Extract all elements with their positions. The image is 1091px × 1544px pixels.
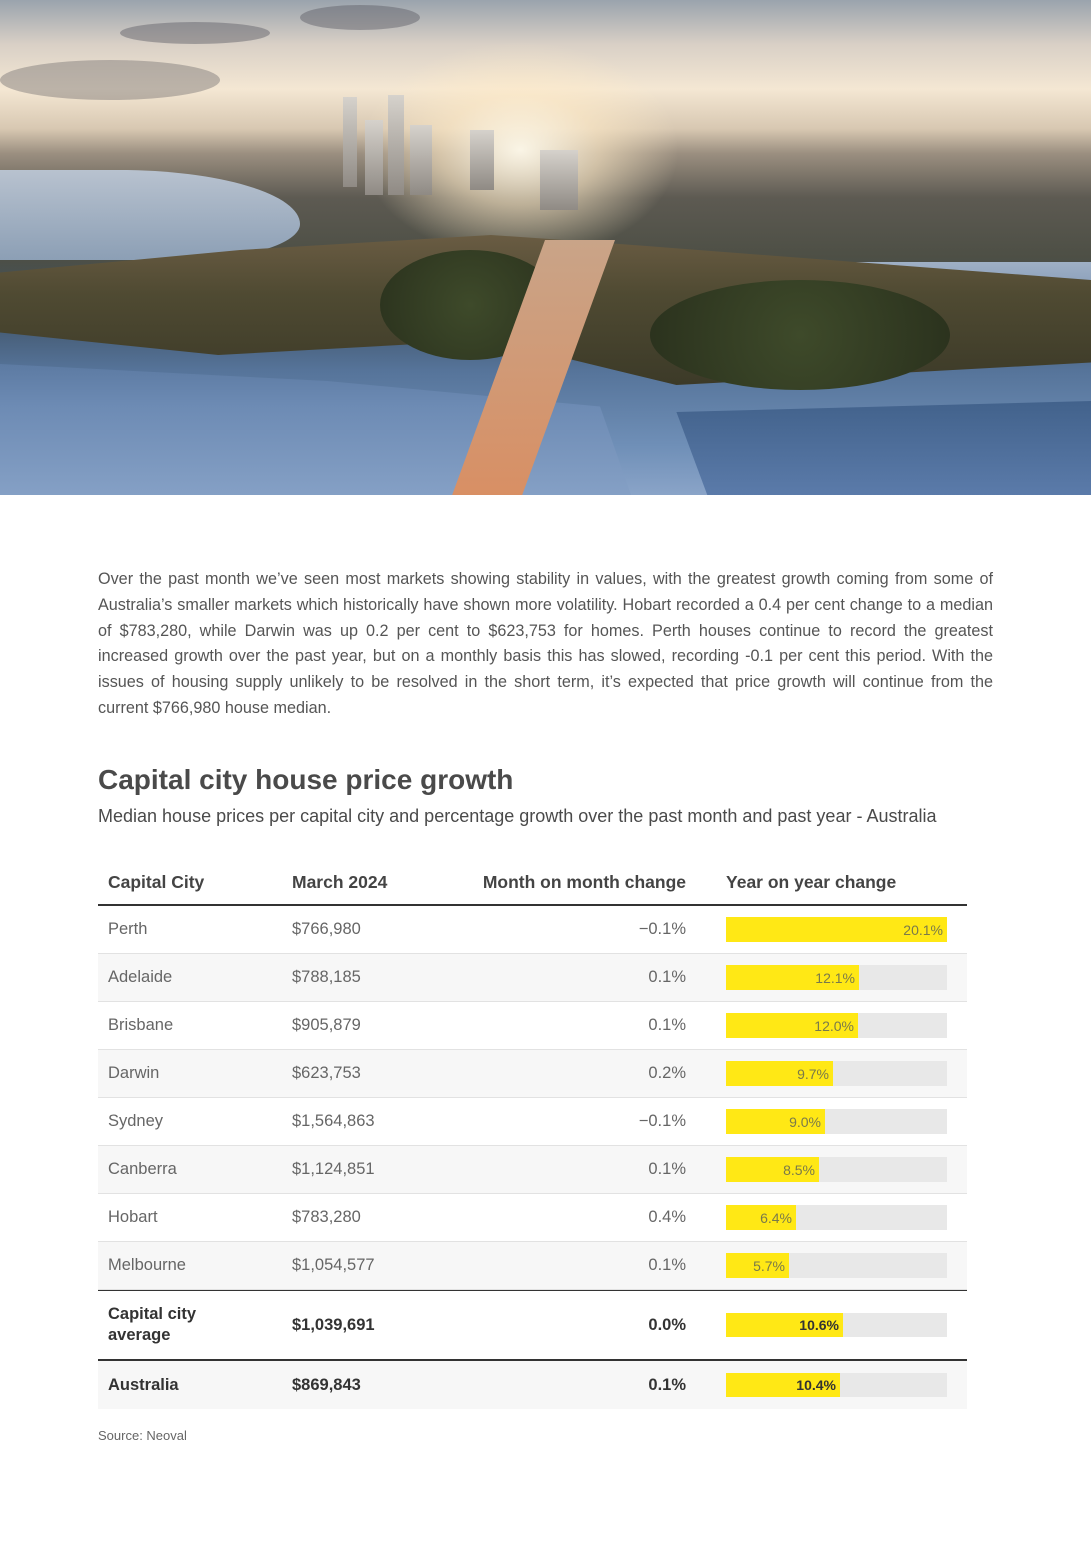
source-note: Source: Neoval — [98, 1428, 187, 1443]
median-price: $623,753 — [292, 1064, 361, 1082]
table-row — [98, 906, 967, 954]
australia-row — [98, 1361, 967, 1409]
median-price: $1,124,851 — [292, 1160, 375, 1178]
city-name: Melbourne — [108, 1256, 186, 1274]
yoy-bar-label: 12.0% — [814, 1018, 854, 1034]
capital-average-mom: 0.0% — [648, 1315, 686, 1334]
intro-paragraph: Over the past month we’ve seen most markets showing stability in values, with the greatest growth coming from some of Australia’s smaller markets which historically have shown more volatility. Hobart recorded a 0.4 per cent change to a median of $783,280, while Darwin was up 0.2 per cent to $623,753 for homes. Perth houses continue to record the greatest increased growth over the past year, but on a monthly basis this has slowed, recording -0.1 per cent this period. With the issues of housing supply unlikely to be resolved in the short term, it’s expected that price growth will continue from the current $766,980 house median. — [98, 570, 993, 717]
city-name: Sydney — [108, 1112, 164, 1130]
price-growth-table — [98, 860, 967, 1409]
header-month-on-month: Month on month change — [482, 871, 686, 892]
median-price: $766,980 — [292, 920, 361, 938]
median-price: $1,564,863 — [292, 1112, 375, 1130]
yoy-bar-label: 6.4% — [760, 1210, 792, 1226]
yoy-bar-track — [726, 1109, 947, 1134]
month-on-month-change: −0.1% — [638, 1112, 686, 1130]
australia-label: Australia — [108, 1375, 179, 1394]
yoy-bar-track — [726, 917, 947, 942]
year-on-year-change — [686, 917, 967, 942]
yoy-bar-label: 9.0% — [789, 1114, 821, 1130]
city-name: Brisbane — [108, 1016, 174, 1034]
city-name: Darwin — [108, 1064, 160, 1082]
yoy-bar-track — [726, 965, 947, 990]
year-on-year-change — [686, 1013, 967, 1038]
city-name: Hobart — [108, 1208, 158, 1226]
table-row — [98, 1050, 967, 1098]
yoy-bar-label: 5.7% — [753, 1258, 785, 1274]
yoy-bar-label: 8.5% — [783, 1162, 815, 1178]
median-price: $783,280 — [292, 1208, 361, 1226]
month-on-month-change: −0.1% — [638, 920, 686, 938]
median-price: $788,185 — [292, 968, 361, 986]
month-on-month-change: 0.1% — [648, 1016, 686, 1034]
australia-price: $869,843 — [292, 1375, 361, 1394]
table-row — [98, 1146, 967, 1194]
year-on-year-change — [686, 1109, 967, 1134]
year-on-year-change — [686, 1157, 967, 1182]
year-on-year-change — [686, 965, 967, 990]
month-on-month-change: 0.1% — [648, 1160, 686, 1178]
yoy-bar-label: 10.6% — [799, 1317, 839, 1333]
capital-average-yoy — [686, 1313, 967, 1337]
table-row — [98, 954, 967, 1002]
month-on-month-change: 0.1% — [648, 968, 686, 986]
cloud — [120, 22, 270, 44]
header-capital-city: Capital City — [108, 871, 205, 892]
yoy-bar-track — [726, 1313, 947, 1337]
yoy-bar-track — [726, 1157, 947, 1182]
month-on-month-change: 0.4% — [648, 1208, 686, 1226]
yoy-bar-track — [726, 1373, 947, 1397]
section-title: Capital city house price growth — [98, 764, 514, 795]
median-price: $1,054,577 — [292, 1256, 375, 1274]
header-march-2024: March 2024 — [292, 871, 388, 892]
tower — [365, 120, 383, 195]
table-row — [98, 1098, 967, 1146]
capital-average-label — [98, 1304, 282, 1346]
table-row — [98, 1002, 967, 1050]
section-subtitle: Median house prices per capital city and percentage growth over the past month and past year - Australia — [98, 806, 937, 826]
tower — [540, 150, 578, 210]
tower — [388, 95, 404, 195]
australia-yoy — [686, 1373, 967, 1397]
river-left — [0, 170, 300, 260]
yoy-bar-label: 12.1% — [815, 970, 855, 986]
yoy-bar-track — [726, 1253, 947, 1278]
tower — [410, 125, 432, 195]
capital-average-label-line1: Capital city — [108, 1305, 197, 1323]
capital-average-row — [98, 1290, 967, 1361]
table-header — [98, 860, 967, 906]
yoy-bar-label: 10.4% — [796, 1377, 836, 1393]
yoy-bar-label: 20.1% — [903, 922, 943, 938]
header-year-on-year: Year on year change — [726, 871, 897, 892]
city-name: Perth — [108, 920, 148, 938]
year-on-year-change — [686, 1061, 967, 1086]
hero-image — [0, 0, 1091, 495]
year-on-year-change — [686, 1205, 967, 1230]
yoy-bar-track — [726, 1013, 947, 1038]
year-on-year-change — [686, 1253, 967, 1278]
city-name: Canberra — [108, 1160, 177, 1178]
sun-glow — [360, 40, 680, 260]
yoy-bar-track — [726, 1205, 947, 1230]
tower — [470, 130, 494, 190]
month-on-month-change: 0.2% — [648, 1064, 686, 1082]
capital-average-price: $1,039,691 — [292, 1315, 375, 1334]
capital-average-label-line2: average — [108, 1326, 171, 1344]
median-price: $905,879 — [292, 1016, 361, 1034]
tower — [343, 97, 357, 187]
trees — [650, 280, 950, 390]
month-on-month-change: 0.1% — [648, 1256, 686, 1274]
cloud — [0, 60, 220, 100]
table-row — [98, 1194, 967, 1242]
yoy-bar-label: 9.7% — [797, 1066, 829, 1082]
table-row — [98, 1242, 967, 1290]
australia-mom: 0.1% — [648, 1375, 686, 1394]
table-body — [98, 906, 967, 1290]
yoy-bar-track — [726, 1061, 947, 1086]
city-name: Adelaide — [108, 968, 173, 986]
cloud — [300, 5, 420, 30]
